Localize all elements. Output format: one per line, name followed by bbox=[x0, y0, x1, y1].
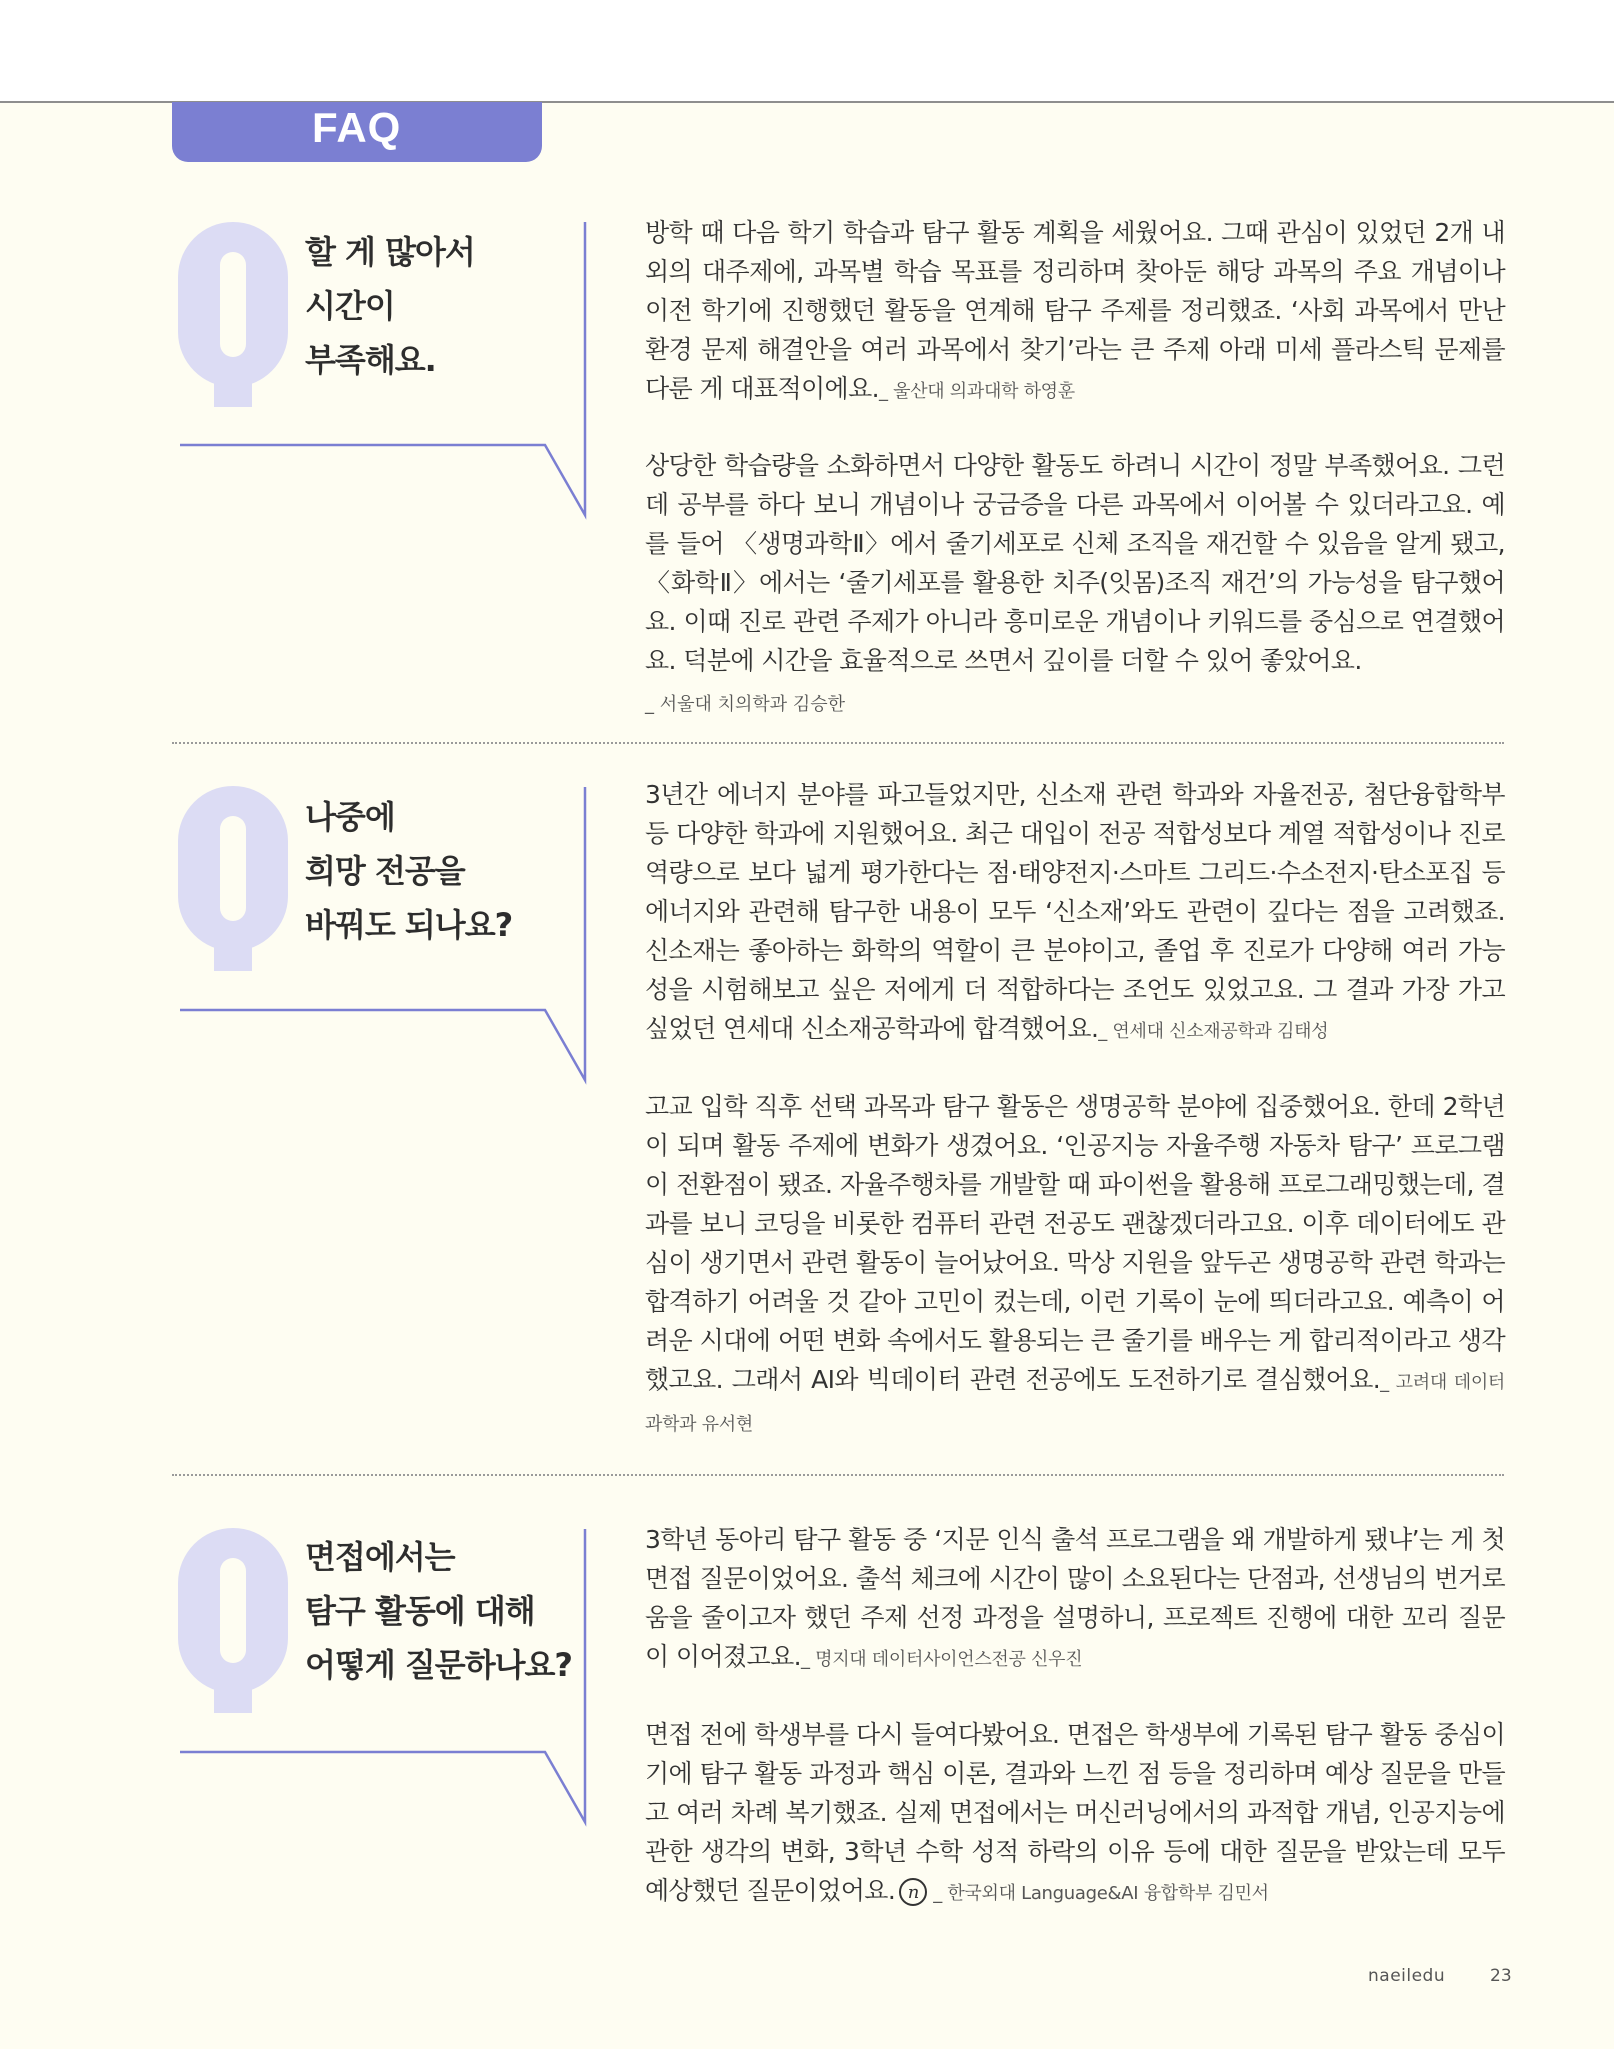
answer-text: 고교 입학 직후 선택 과목과 탐구 활동은 생명공학 분야에 집중했어요. 한데 2학년이 되며 활동 주제에 변화가 생겼어요. ‘인공지능 자율주행 자동차 탐구’ 프로그램이 전환점이 됐죠. 자율주행차를 개발할 때 파이썬을 활용해 프로그래밍했는데, 결과를 보니 코딩을 비롯한 컴퓨터 관련 전공도 괜찮겠더라고요. 이후 데이터에도 관심이 생기면서 관련 활동이 늘어났어요. 막상 지원을 앞두곤 생명공학 관련 학과는 합격하기 어려울 것 같아 고민이 컸는데, 이런 기록이 눈에 띄더라고요. 예측이 어려운 시대에 어떤 변화 속에서도 활용되는 큰 줄기를 배우는 게 합리적이라고 생각했고요. 그래서 AI와 빅데이터 관련 전공에도 도전하기로 결심했어요. bbox=[645, 1092, 1505, 1394]
question-1-line: 할 게 많아서 bbox=[305, 233, 475, 271]
answer-text: 방학 때 다음 학기 학습과 탐구 활동 계획을 세웠어요. 그때 관심이 있었던 2개 내외의 대주제에, 과목별 학습 목표를 정리하며 찾아둔 해당 과목의 주요 개념이나 이전 학기에 진행했던 활동을 연계해 탐구 주제를 정리했죠. ‘사회 과목에서 만난 환경 문제 해결안을 여러 과목에서 찾기’라는 큰 주제 아래 미세 플라스틱 문제를 다룬 게 대표적이에요. bbox=[645, 218, 1505, 403]
speech-bracket bbox=[170, 785, 610, 1085]
answer-text: 3학년 동아리 탐구 활동 중 ‘지문 인식 출석 프로그램을 왜 개발하게 됐냐’는 게 첫 면접 질문이었어요. 출석 체크에 시간이 많이 소요된다는 단점과, 선생님의 번거로움을 줄이고자 했던 주제 선정 과정을 설명하니, 프로젝트 진행에 대한 꼬리 질문이 이어졌고요. bbox=[645, 1525, 1505, 1671]
answer-credit: _ 고려대 데이터과학과 유서현 bbox=[645, 1372, 1505, 1435]
question-2-line: 희망 전공을 bbox=[305, 852, 465, 890]
answer-text: 3년간 에너지 분야를 파고들었지만, 신소재 관련 학과와 자율전공, 첨단융합학부 등 다양한 학과에 지원했어요. 최근 대입이 전공 적합성보다 계열 적합성이나 진로 역량으로 보다 넓게 평가한다는 점·태양전지·스마트 그리드·수소전지·탄소포집 등 에너지와 관련해 탐구한 내용이 모두 ‘신소재’와도 관련이 깊다는 점을 고려했죠. 신소재는 좋아하는 화학의 역할이 큰 분야이고, 졸업 후 진로가 다양해 여러 가능성을 시험해보고 싶은 저에게 더 적합하다는 조언도 있었고요. 그 결과 가장 가고 싶었던 연세대 신소재공학과에 합격했어요. bbox=[645, 780, 1505, 1043]
answer-credit: _ 한국외대 Language&AI 융합학부 김민서 bbox=[933, 1883, 1269, 1904]
footer-brand: naeiledu bbox=[1368, 1966, 1446, 1986]
section-divider bbox=[172, 742, 1504, 744]
speech-bracket bbox=[170, 220, 610, 520]
answer-3-1 bbox=[645, 1520, 1505, 1679]
answer-credit: _ 명지대 데이터사이언스전공 신우진 bbox=[801, 1649, 1083, 1670]
section-tab bbox=[172, 102, 542, 162]
speech-bracket bbox=[170, 1527, 610, 1827]
answer-1-2 bbox=[645, 446, 1505, 680]
question-3-line: 어떻게 질문하나요? bbox=[305, 1646, 572, 1684]
answer-credit: _ 연세대 신소재공학과 김태성 bbox=[1098, 1021, 1329, 1042]
question-2-line: 바꿔도 되나요? bbox=[305, 906, 513, 944]
answer-text: 상당한 학습량을 소화하면서 다양한 활동도 하려니 시간이 정말 부족했어요. 그런데 공부를 하다 보니 개념이나 궁금증을 다른 과목에서 이어볼 수 있더라고요. 예를 들어 〈생명과학Ⅱ〉에서 줄기세포로 신체 조직을 재건할 수 있음을 알게 됐고, 〈화학Ⅱ〉에서는 ‘줄기세포를 활용한 치주(잇몸)조직 재건’의 가능성을 탐구했어요. 이때 진로 관련 주제가 아니라 흥미로운 개념이나 키워드를 중심으로 연결했어요. 덕분에 시간을 효율적으로 쓰면서 깊이를 더할 수 있어 좋았어요. bbox=[645, 451, 1505, 675]
section-tab-label: FAQ bbox=[312, 104, 402, 151]
answer-2-1 bbox=[645, 775, 1505, 1051]
question-3-line: 면접에서는 bbox=[305, 1538, 455, 1576]
answer-3-2 bbox=[645, 1715, 1505, 1913]
question-1-line: 부족해요. bbox=[305, 341, 436, 379]
answer-text: 면접 전에 학생부를 다시 들여다봤어요. 면접은 학생부에 기록된 탐구 활동 중심이기에 탐구 활동 과정과 핵심 이론, 결과와 느낀 점 등을 정리하며 예상 질문을 만들고 여러 차례 복기했죠. 실제 면접에서는 머신러닝에서의 과적합 개념, 인공지능에 관한 생각의 변화, 3학년 수학 성적 하락의 이유 등에 대한 질문을 받았는데 모두 예상했던 질문이었어요. bbox=[645, 1720, 1505, 1905]
question-2-line: 나중에 bbox=[305, 798, 395, 836]
question-1-line: 시간이 bbox=[305, 287, 395, 325]
answer-2-2 bbox=[645, 1087, 1505, 1444]
magazine-logo-icon: n bbox=[899, 1878, 927, 1906]
answer-1-1 bbox=[645, 213, 1505, 411]
answer-credit: _ 울산대 의과대학 하영훈 bbox=[879, 381, 1075, 402]
answer-credit: _ 서울대 치의학과 김승한 bbox=[645, 694, 846, 715]
section-divider bbox=[172, 1474, 1504, 1476]
page-number: 23 bbox=[1490, 1966, 1512, 1986]
question-3-line: 탐구 활동에 대해 bbox=[305, 1592, 535, 1630]
